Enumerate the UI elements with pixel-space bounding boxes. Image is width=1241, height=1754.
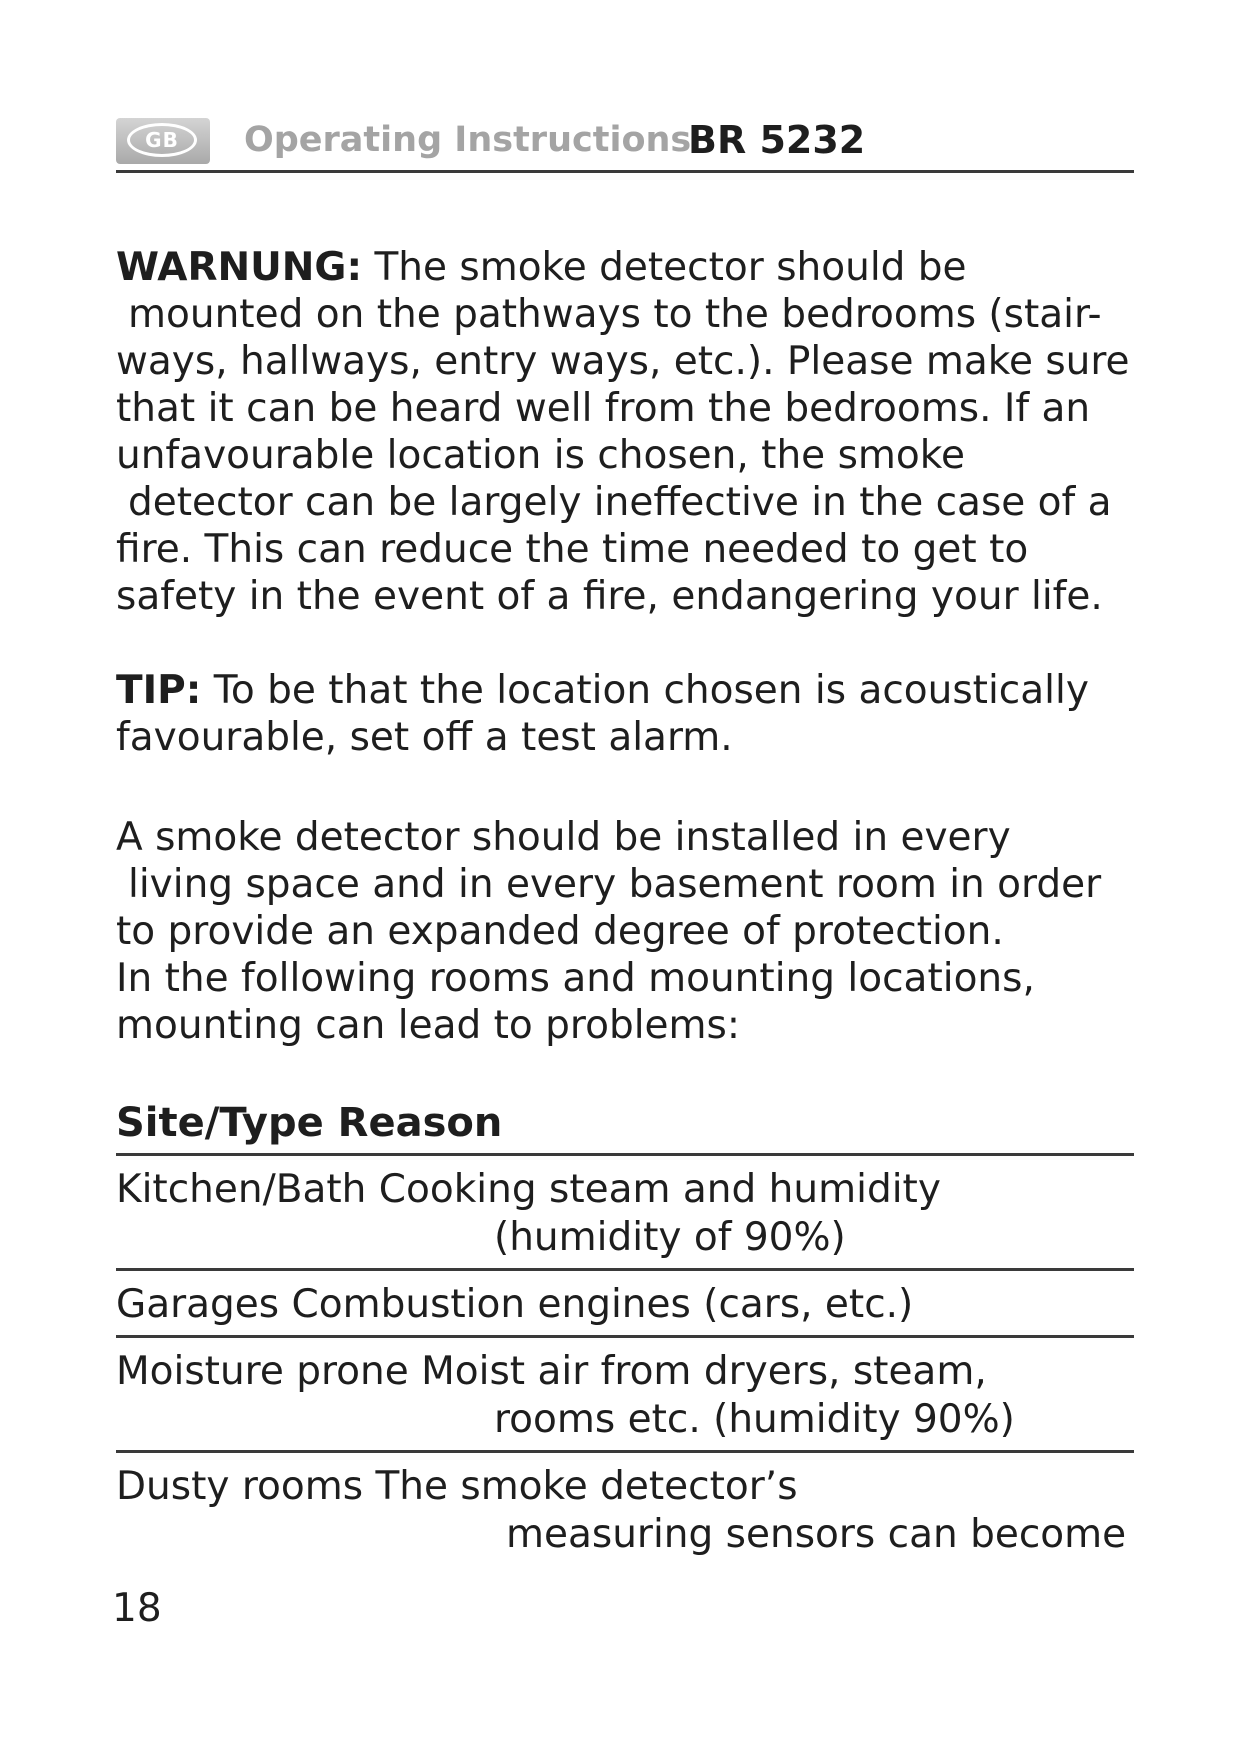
warning-label: WARNUNG: bbox=[116, 245, 363, 290]
tip-line-2: favourable, set off a test alarm. bbox=[116, 715, 733, 760]
table-row bbox=[116, 1156, 1134, 1271]
table-row bbox=[116, 1271, 1134, 1338]
warning-line-8: safety in the event of a fire, endangering your life. bbox=[116, 574, 1103, 619]
language-code: GB bbox=[127, 123, 197, 157]
intro-line-3: to provide an expanded degree of protection. bbox=[116, 909, 1004, 954]
problem-locations-table bbox=[116, 1097, 1134, 1565]
intro-line-4: In the following rooms and mounting locations, bbox=[116, 956, 1035, 1001]
intro-paragraph bbox=[116, 814, 1136, 1049]
warning-line-3: ways, hallways, entry ways, etc.). Please make sure bbox=[116, 339, 1130, 384]
tip-line-1 bbox=[116, 667, 1136, 714]
tip-paragraph bbox=[116, 667, 1136, 761]
row-moisture-text: Moisture prone Moist air from dryers, steam, bbox=[116, 1349, 987, 1394]
warning-line-1 bbox=[116, 244, 1136, 291]
header-title: Operating Instructions bbox=[244, 120, 692, 160]
row-kitchen-continuation: (humidity of 90%) bbox=[494, 1215, 846, 1260]
intro-line-2: living space and in every basement room in order bbox=[128, 862, 1102, 907]
warning-line-4: that it can be heard well from the bedrooms. If an bbox=[116, 386, 1091, 431]
intro-line-5: mounting can lead to problems: bbox=[116, 1003, 740, 1048]
tip-label: TIP: bbox=[116, 668, 202, 713]
model-number: BR 5232 bbox=[688, 118, 866, 162]
page-number: 18 bbox=[112, 1586, 162, 1631]
row-kitchen-text: Kitchen/Bath Cooking steam and humidity bbox=[116, 1167, 941, 1212]
row-moisture-continuation: rooms etc. (humidity 90%) bbox=[494, 1397, 1015, 1442]
table-header: Site/Type Reason bbox=[116, 1097, 1134, 1156]
warning-line-5: unfavourable location is chosen, the smoke bbox=[116, 433, 965, 478]
warning-text-1: The smoke detector should be bbox=[374, 245, 967, 290]
intro-line-1: A smoke detector should be installed in every bbox=[116, 815, 1011, 860]
warning-paragraph bbox=[116, 244, 1136, 620]
row-garages-text: Garages Combustion engines (cars, etc.) bbox=[116, 1282, 914, 1327]
language-badge bbox=[116, 118, 210, 164]
table-row bbox=[116, 1338, 1134, 1453]
warning-line-2: mounted on the pathways to the bedrooms (stair- bbox=[128, 292, 1102, 337]
page-header bbox=[116, 112, 1134, 173]
warning-line-6: detector can be largely ineffective in the case of a bbox=[128, 480, 1112, 525]
row-dusty-continuation: measuring sensors can become bbox=[506, 1512, 1127, 1557]
table-row bbox=[116, 1453, 1134, 1565]
row-dusty-text: Dusty rooms The smoke detector’s bbox=[116, 1464, 798, 1509]
warning-line-7: fire. This can reduce the time needed to get to bbox=[116, 527, 1029, 572]
tip-text-1: To be that the location chosen is acoustically bbox=[213, 668, 1089, 713]
